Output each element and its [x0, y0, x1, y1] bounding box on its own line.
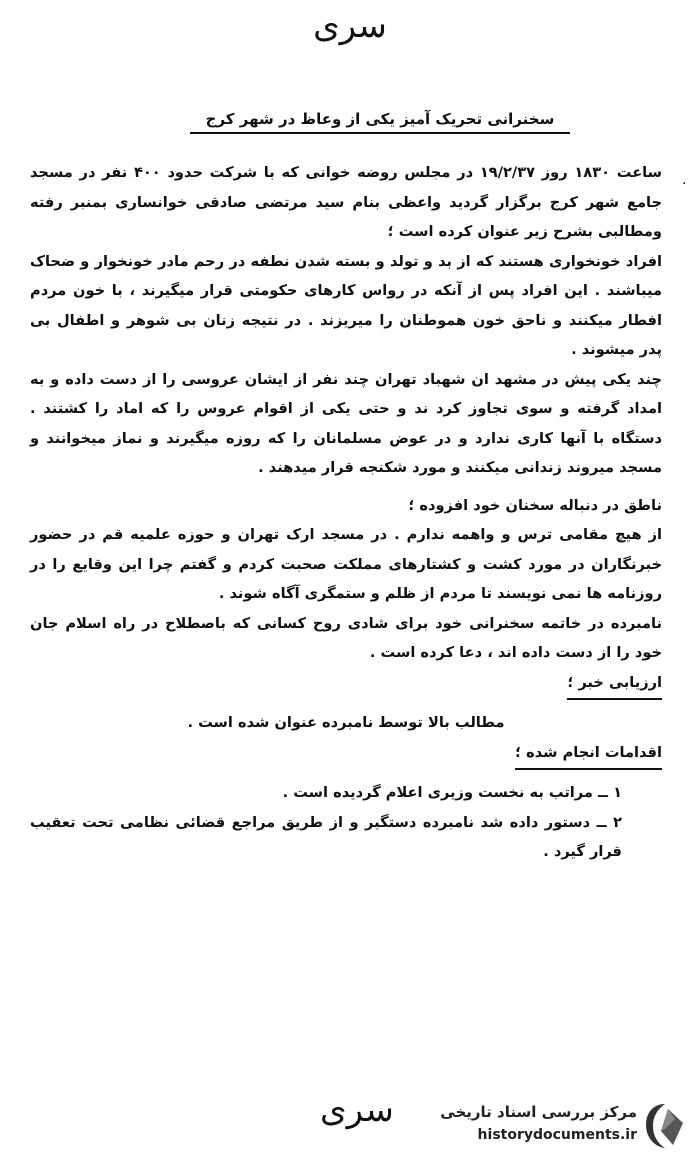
assessment-heading: ارزیابی خبر ؛	[567, 668, 662, 701]
actions-heading: اقدامات انجام شده ؛	[515, 738, 662, 771]
margin-mark: .	[682, 172, 687, 188]
classification-mark-top: سری	[313, 6, 387, 46]
paragraph-intro: ساعت ۱۸۳۰ روز ۱۹/۲/۳۷ در مجلس روضه خوانی که با شرکت حدود ۴۰۰ نفر در مسجد جامع شهر کرج برگزار گردید واعظی بنام سید مرتضی صادقی خوانساری بمنبر رفته ومطالبی بشرح زیر عنوان کرده است ؛	[30, 164, 662, 240]
paragraph-speech-1: افراد خونخواری هستند که از بد و تولد و بسته شدن نطفه در رحم مادر خونخوار و ضحاک میباشند . این افراد پس از آنکه در رواس کارهای حکومتی قرار میگیرند ، با خون مردم افطار میکنند و ناحق خون هموطنان را میریزند . در نتیجه زنان بی شوهر و اطفال بی پدر میشوند .	[30, 252, 662, 358]
document-title: سخنرانی تحریک آمیز یکی از وعاظ در شهر کرج	[190, 110, 570, 134]
document-body	[30, 158, 662, 867]
paragraph-speech-3: از هیچ مقامی ترس و واهمه ندارم . در مسجد ارک تهران و حوزه علمیه قم در حضور خبرنگاران در مورد کشت و کشتارهای مملکت صحبت کردم و گفتم چرا این وقایع را در روزنامه ها نمی نویسند تا مردم از ظلم و ستمگری آگاه شوند .	[30, 526, 662, 602]
action-item-2: ۲ ــ دستور داده شد نامبرده دستگیر و از طریق مراجع قضائی نظامی تحت تعقیب قرار گیرد .	[30, 813, 622, 860]
watermark-text-en: historydocuments.ir	[477, 1127, 637, 1143]
speaker-heading: ناطق در دنباله سخنان خود افزوده ؛	[408, 496, 662, 514]
paragraph-speech-4: نامبرده در خاتمه سخنرانی خود برای شادی روح کسانی که باصطلاح در راه اسلام جان خود را از دست داده اند ، دعا کرده است .	[30, 614, 662, 661]
classification-mark-bottom: سری	[320, 1090, 394, 1130]
watermark-text-fa: مرکز بررسی اسناد تاریخی	[440, 1103, 637, 1121]
archive-logo-icon	[643, 1101, 687, 1151]
watermark	[425, 1097, 695, 1157]
assessment-text: مطالب بالا توسط نامبرده عنوان شده است .	[187, 714, 505, 731]
action-item-1: ۱ ــ مراتب به نخست وزیری اعلام گردیده است .	[282, 784, 622, 801]
paragraph-speech-2: چند یکی پیش در مشهد ان شهباد تهران چند نفر از ایشان عروسی را از دست داده و به امداد گرفته و سوی تجاوز کرد ند و حتی یکی از اقوام عروس را که اماد را کشتند . دستگاه با آنها کاری ندارد و در عوض مسلمانان را که روزه میگیرند و نماز میخوانند و مسجد میروند زندانی میکنند و مورد شکنجه قرار میدهند .	[30, 370, 662, 476]
